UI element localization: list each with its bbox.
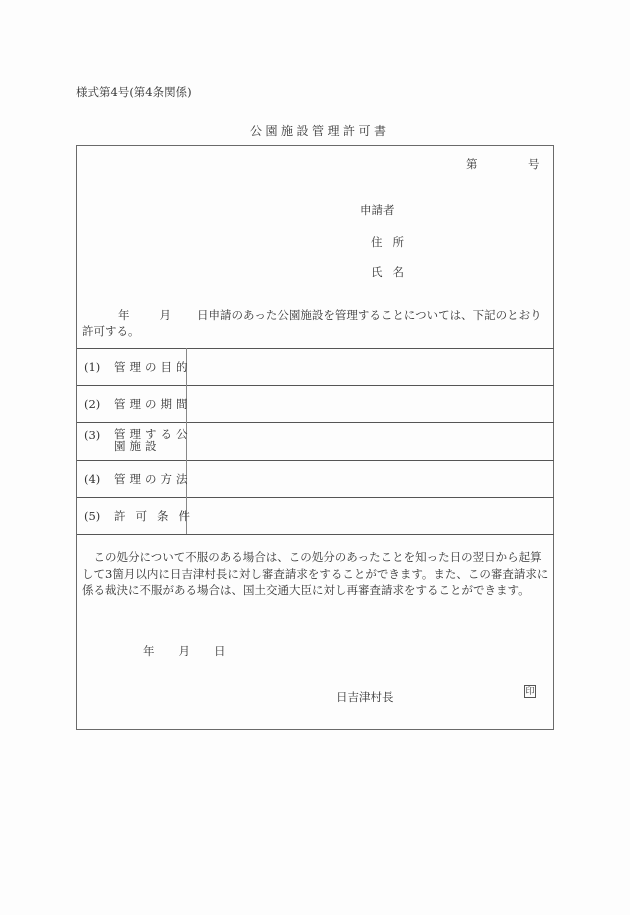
issuer-name: 日吉津村長 (336, 690, 394, 704)
permit-number-suffix: 号 (528, 157, 540, 171)
address-label: 住所 (371, 235, 414, 249)
row-number: (3) (84, 428, 101, 442)
row-label: 管理の目的 (114, 360, 192, 374)
statement-text: 日申請のあった公園施設を管理することについては、下記のとおり許可する。 (82, 308, 542, 338)
row-divider (77, 497, 554, 498)
issue-date (143, 643, 226, 659)
permit-number-prefix: 第 (466, 157, 478, 171)
row-label: 許可条件 (114, 509, 200, 523)
row-divider (77, 385, 554, 386)
statement-month: 月 (159, 308, 171, 322)
appeal-notice: この処分について不服のある場合は、この処分のあったことを知った日の翌日から起算して3箇月以内に日吉津村長に対し審査請求をすることができます。また、この審査請求に係る裁決に不服がある場合は、国土交通大臣に対し再審査請求をすることができます。 (82, 550, 549, 597)
issue-year: 年 (143, 644, 155, 658)
applicant-label: 申請者 (360, 203, 395, 217)
table-row-period (84, 396, 192, 412)
row-label: 管理の期間 (114, 397, 192, 411)
seal-icon: 印 (525, 687, 535, 697)
row-divider (77, 422, 554, 423)
table-row-method (84, 471, 192, 487)
table-row-facility (84, 428, 194, 452)
row-number: (1) (84, 360, 101, 374)
row-number: (5) (84, 509, 101, 523)
issue-day: 日 (214, 644, 226, 658)
permit-statement (82, 307, 550, 339)
row-label: 管理する公園施設 (114, 427, 192, 453)
statement-year: 年 (118, 308, 130, 322)
row-number: (2) (84, 397, 101, 411)
form-reference: 様式第4号(第4条関係) (76, 85, 192, 99)
row-number: (4) (84, 472, 101, 486)
table-row-purpose (84, 359, 192, 375)
issue-month: 月 (178, 644, 190, 658)
table-row-conditions (84, 508, 200, 524)
row-divider (77, 460, 554, 461)
row-label: 管理の方法 (114, 472, 192, 486)
table-bottom-border (77, 534, 554, 535)
table-top-border (77, 348, 554, 349)
name-label: 氏名 (371, 265, 414, 279)
document-title: 公園施設管理許可書 (250, 124, 390, 138)
